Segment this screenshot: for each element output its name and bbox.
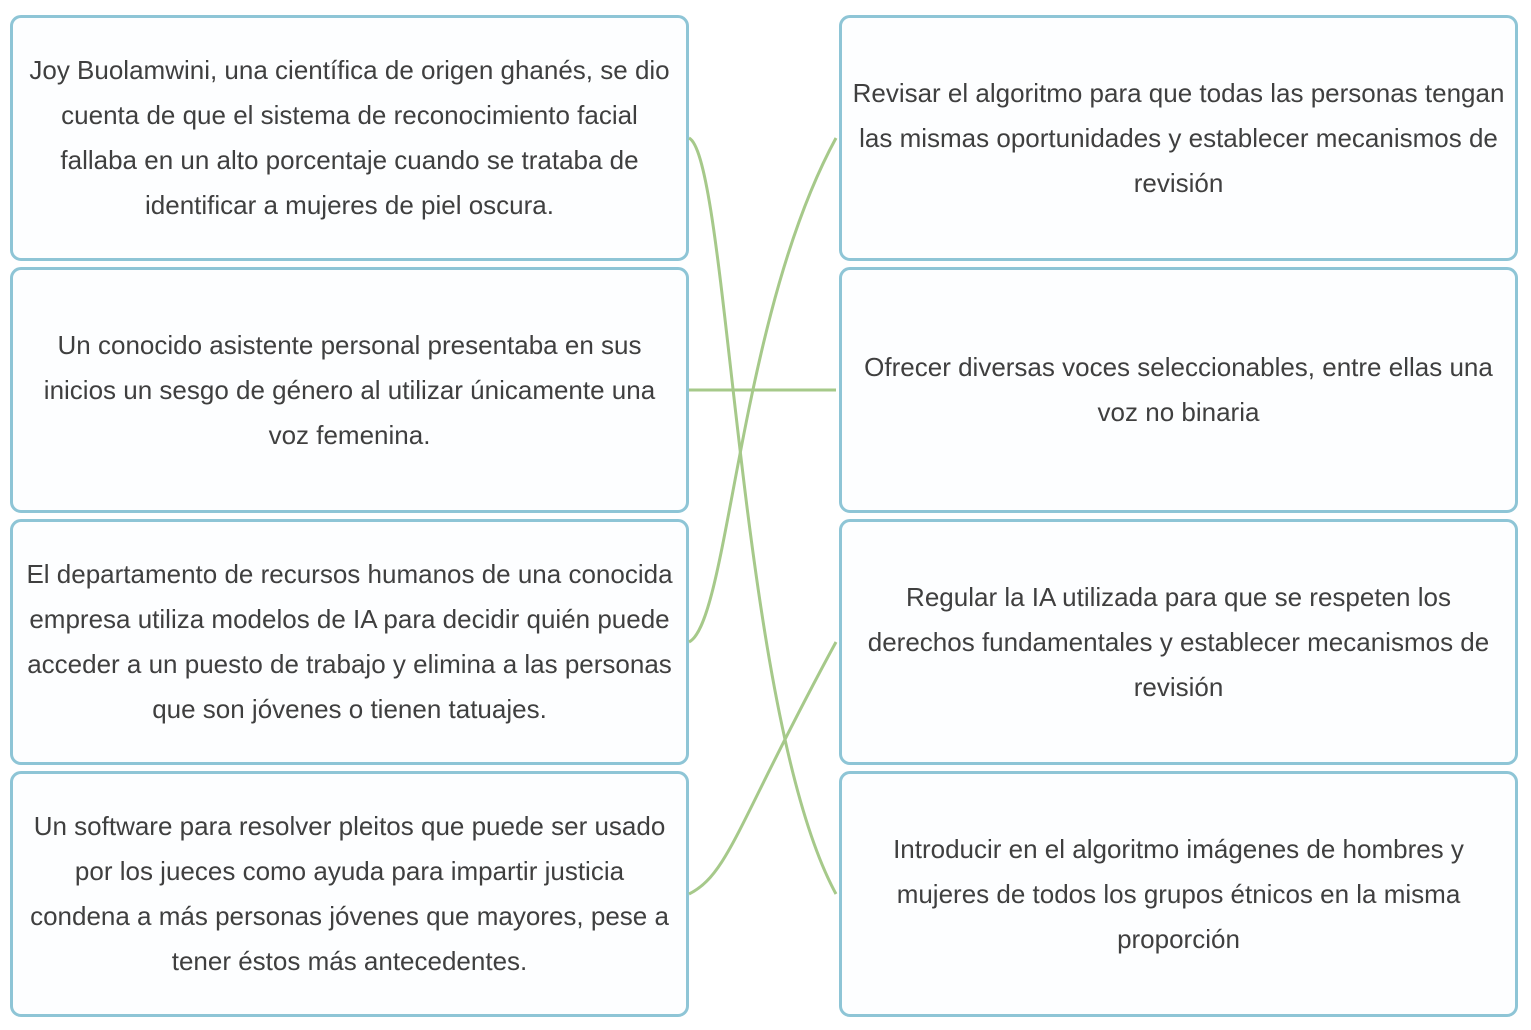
left-card-rrhh[interactable] (10, 519, 689, 765)
left-card-text: Joy Buolamwini, una científica de origen ghanés, se dio cuenta de que el sistema de reconocimiento facial fallaba en un alto porcentaje cuando se trataba de identificar a mujeres de piel oscura. (29, 55, 670, 220)
left-card-software[interactable] (10, 771, 689, 1017)
right-card-text: Regular la IA utilizada para que se respeten los derechos fundamentales y establecer mecanismos de revisión (867, 581, 1490, 702)
right-card-revisar[interactable] (839, 15, 1518, 261)
left-card-joy[interactable] (10, 15, 689, 261)
right-card-introducir[interactable] (839, 771, 1518, 1017)
connector-software-to-regular (689, 642, 836, 894)
connector-joy-to-introducir (689, 138, 836, 894)
right-card-voces[interactable] (839, 267, 1518, 513)
connector-rrhh-to-revisar (689, 138, 836, 642)
right-card-text: Revisar el algoritmo para que todas las personas tengan las mismas oportunidades y establecer mecanismos de revisión (852, 77, 1505, 198)
left-card-text: Un conocido asistente personal presentaba en sus inicios un sesgo de género al utilizar únicamente una voz femenina. (43, 329, 656, 450)
right-card-text: Introducir en el algoritmo imágenes de hombres y mujeres de todos los grupos étnicos en la misma proporción (893, 833, 1464, 954)
left-card-text: El departamento de recursos humanos de una conocida empresa utiliza modelos de IA para decidir quién puede acceder a un puesto de trabajo y elimina a las personas que son jóvenes o tienen tatuajes. (26, 559, 673, 724)
left-card-text: Un software para resolver pleitos que puede ser usado por los jueces como ayuda para impartir justicia condena a más personas jóvenes que mayores, pese a tener éstos más antecedentes. (30, 811, 669, 976)
right-card-text: Ofrecer diversas voces seleccionables, entre ellas una voz no binaria (864, 352, 1493, 427)
left-card-asistente[interactable] (10, 267, 689, 513)
right-card-regular[interactable] (839, 519, 1518, 765)
